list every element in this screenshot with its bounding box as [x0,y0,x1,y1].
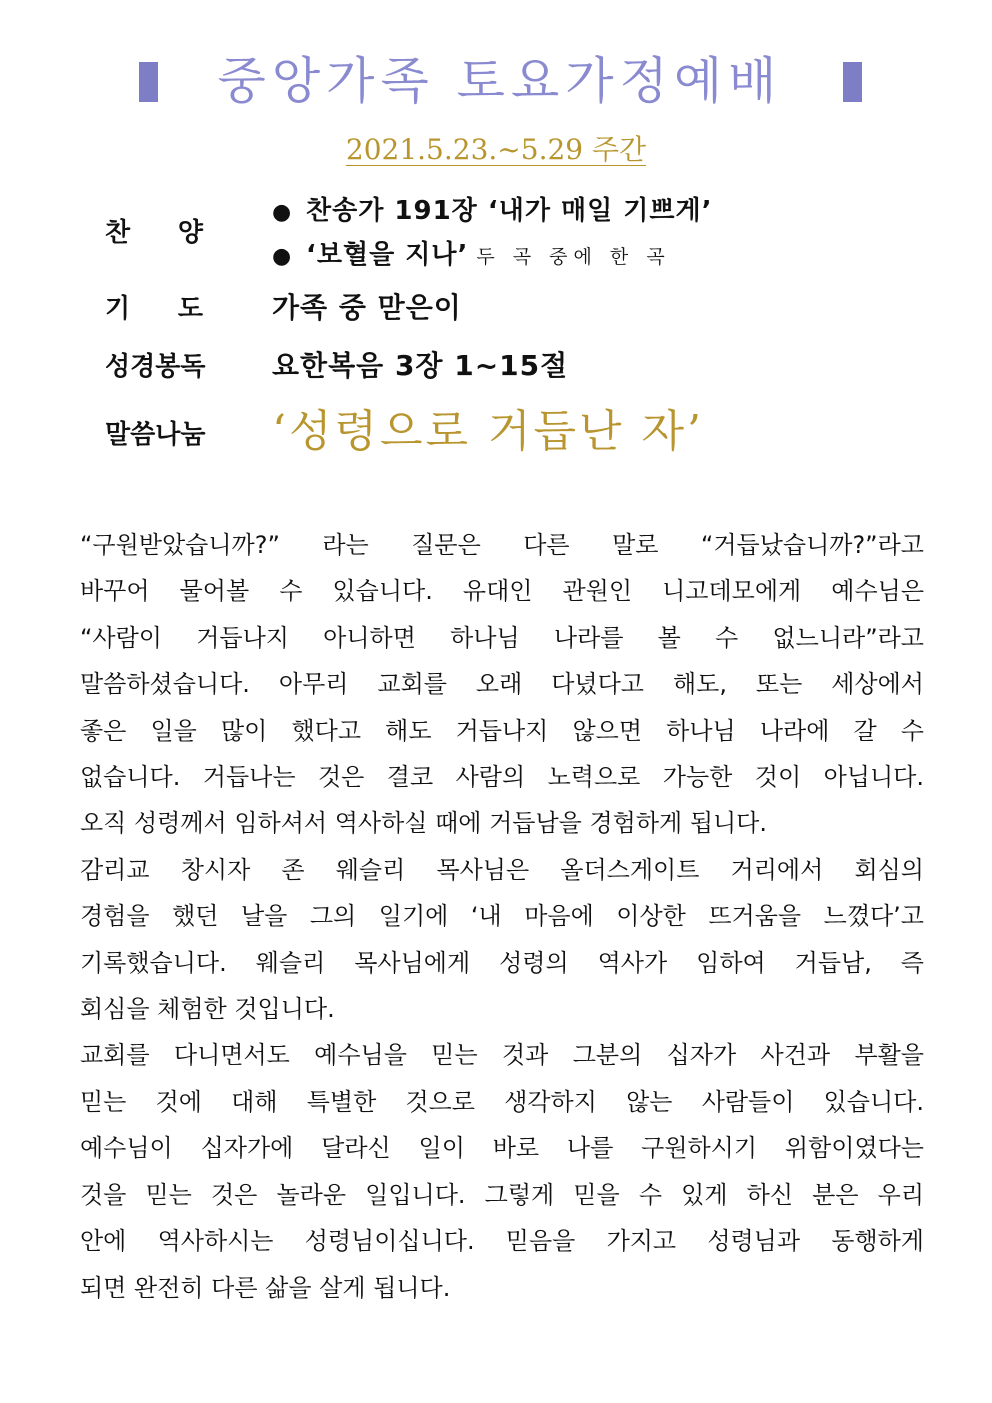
body-line: 감리교 창시자 존 웨슬리 목사님은 올더스게이트 거리에서 회심의 [80,855,924,884]
body-line: 예수님이 십자가에 달라신 일이 바로 나를 구원하시기 위함이였다는 [80,1134,924,1163]
hymn-label-char-1: 찬 [105,218,131,248]
body-line: 교회를 다니면서도 예수님을 믿는 것과 그분의 십자가 사건과 부활을 [80,1041,924,1070]
week-date: 2021.5.23.~5.29 주간 [345,133,647,166]
body-line: 오직 성령께서 임하셔서 역사하실 때에 거듭남을 경험하게 됩니다. [80,809,767,838]
page-title: 중앙가족 토요가정예배 [217,52,783,110]
sermon-title: ‘성령으로 거듭난 자’ [272,406,704,457]
body-line: 회심을 체험한 것입니다. [80,995,335,1024]
hymn-item-text: ‘보혈을 지나’ [306,240,469,270]
body-line: 안에 역사하시는 성령님이십니다. 믿음을 가지고 성령님과 동행하게 [80,1227,924,1256]
body-line: 없습니다. 거듭나는 것은 결코 사람의 노력으로 가능한 것이 아닙니다. [80,763,924,792]
body-line: 바꾸어 물어볼 수 있습니다. 유대인 관원인 니고데모에게 예수님은 [80,577,924,606]
bullet-icon: ● [272,244,293,269]
reading-label: 성경봉독 [105,352,206,382]
prayer-label-char-2: 도 [177,294,203,324]
body-line: 되면 완전히 다른 삶을 살게 됩니다. [80,1273,451,1302]
body-line: 믿는 것에 대해 특별한 것으로 생각하지 않는 사람들이 있습니다. [80,1087,924,1116]
body-line: 것을 믿는 것은 놀라운 일입니다. 그렇게 믿을 수 있게 하신 분은 우리 [80,1180,924,1209]
title-row [0,48,992,114]
hymn-item-1 [272,194,713,230]
date-line [0,130,992,170]
reading-value: 요한복음 3장 1~15절 [272,349,569,382]
body-line: “사람이 거듭나지 아니하면 하나님 나라를 볼 수 없느니라”라고 [80,623,924,652]
prayer-value: 가족 중 맏은이 [272,291,462,324]
hymn-label-char-2: 양 [177,218,203,248]
body-line: 말씀하셨습니다. 아무리 교회를 오래 다녔다고 해도, 또는 세상에서 [80,670,924,699]
prayer-label [105,292,203,326]
sermon-label: 말씀나눔 [105,420,206,450]
hymn-item-note: 두 곡 중에 한 곡 [476,246,671,268]
hymn-item-text: 찬송가 191장 ‘내가 매일 기쁘게’ [306,196,713,226]
body-line: 기록했습니다. 웨슬리 목사님에게 성령의 역사가 임하여 거듭남, 즉 [80,948,924,977]
bullet-icon: ● [272,200,293,225]
hymn-label [105,216,203,250]
body-line: 좋은 일을 많이 했다고 해도 거듭나지 않으면 하나님 나라에 갈 수 [80,716,924,745]
prayer-label-char-1: 기 [105,294,131,324]
hymn-item-2 [272,238,671,274]
body-line: 경험을 했던 날을 그의 일기에 ‘내 마음에 이상한 뜨거움을 느꼈다’고 [80,902,924,931]
title-bar-left-decoration [139,62,158,102]
title-bar-right-decoration [843,62,862,102]
sermon-body [80,522,924,1311]
body-line: “구원받았습니까?” 라는 질문은 다른 말로 “거듭났습니까?”라고 [80,531,924,559]
